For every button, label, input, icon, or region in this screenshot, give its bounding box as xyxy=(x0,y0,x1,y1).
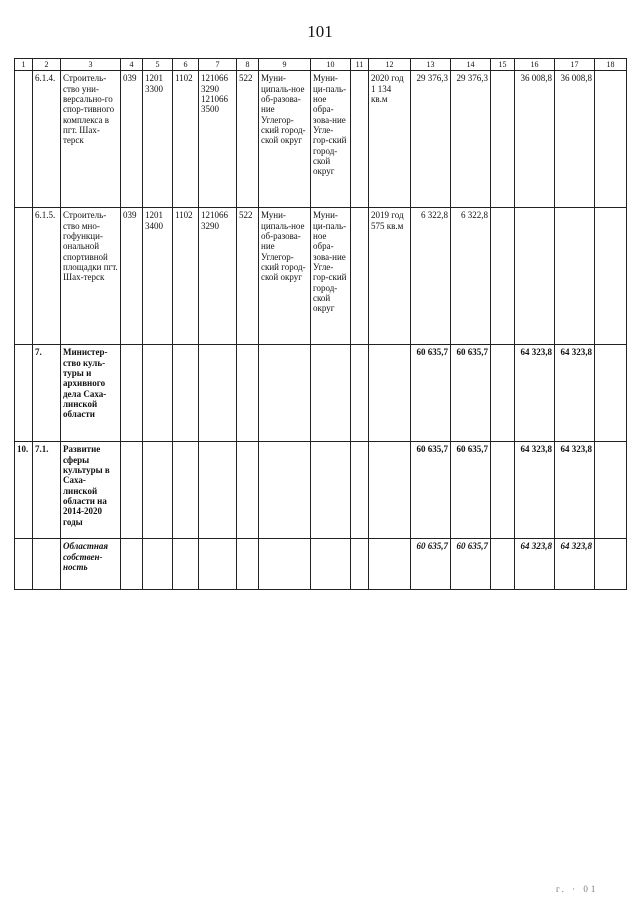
cell-c8: 522 xyxy=(237,208,259,345)
cell-c5 xyxy=(143,345,173,442)
cell-c10 xyxy=(311,442,351,539)
cell-c4 xyxy=(121,442,143,539)
cell-c15 xyxy=(491,442,515,539)
cell-code: 6.1.5. xyxy=(33,208,61,345)
cell-c12 xyxy=(369,345,411,442)
cell-c13: 60 635,7 xyxy=(411,345,451,442)
cell-c5 xyxy=(143,442,173,539)
cell-c11 xyxy=(351,442,369,539)
cell-c7 xyxy=(199,442,237,539)
cell-c13: 60 635,7 xyxy=(411,539,451,590)
column-header: 14 xyxy=(451,59,491,71)
cell-c14: 60 635,7 xyxy=(451,442,491,539)
cell-c6: 1102 xyxy=(173,71,199,208)
cell-c18 xyxy=(595,71,627,208)
column-header: 6 xyxy=(173,59,199,71)
cell-c17: 36 008,8 xyxy=(555,71,595,208)
column-number-header xyxy=(15,59,627,71)
cell-c7: 121066 3290 xyxy=(199,208,237,345)
cell-index xyxy=(15,345,33,442)
cell-c4 xyxy=(121,345,143,442)
cell-c12: 2019 год 575 кв.м xyxy=(369,208,411,345)
page-number: 101 xyxy=(307,22,333,41)
cell-c12 xyxy=(369,539,411,590)
cell-c12 xyxy=(369,442,411,539)
cell-c14: 6 322,8 xyxy=(451,208,491,345)
cell-c15 xyxy=(491,71,515,208)
cell-c13: 29 376,3 xyxy=(411,71,451,208)
budget-table-container xyxy=(14,58,626,590)
cell-c10: Муни-ци-паль-ное обра-зова-ние Угле-гор-ский город-ской округ xyxy=(311,208,351,345)
cell-c13: 6 322,8 xyxy=(411,208,451,345)
column-header: 17 xyxy=(555,59,595,71)
cell-c11 xyxy=(351,345,369,442)
cell-c16: 64 323,8 xyxy=(515,345,555,442)
cell-c8 xyxy=(237,345,259,442)
cell-c10 xyxy=(311,539,351,590)
cell-code: 7.1. xyxy=(33,442,61,539)
cell-c13: 60 635,7 xyxy=(411,442,451,539)
cell-c4: 039 xyxy=(121,71,143,208)
column-header: 3 xyxy=(61,59,121,71)
footer-scan-mark: г. · 01 xyxy=(556,884,599,894)
cell-c16: 64 323,8 xyxy=(515,539,555,590)
cell-c6 xyxy=(173,442,199,539)
cell-c11 xyxy=(351,539,369,590)
budget-table xyxy=(14,58,627,590)
cell-c7 xyxy=(199,539,237,590)
table-row xyxy=(15,208,627,345)
cell-c17: 64 323,8 xyxy=(555,442,595,539)
cell-c11 xyxy=(351,208,369,345)
cell-c16: 64 323,8 xyxy=(515,442,555,539)
cell-c9 xyxy=(259,345,311,442)
cell-index xyxy=(15,208,33,345)
table-row xyxy=(15,442,627,539)
cell-c14: 60 635,7 xyxy=(451,345,491,442)
cell-c16: 36 008,8 xyxy=(515,71,555,208)
cell-c18 xyxy=(595,442,627,539)
cell-c10 xyxy=(311,345,351,442)
cell-c17: 64 323,8 xyxy=(555,539,595,590)
cell-c18 xyxy=(595,345,627,442)
cell-index xyxy=(15,71,33,208)
cell-c15 xyxy=(491,345,515,442)
cell-c10: Муни-ци-паль-ное обра-зова-ние Угле-гор-ский город-ской округ xyxy=(311,71,351,208)
column-header: 13 xyxy=(411,59,451,71)
cell-name: Областная собствен-ность xyxy=(61,539,121,590)
cell-c7 xyxy=(199,345,237,442)
cell-c15 xyxy=(491,208,515,345)
cell-c16 xyxy=(515,208,555,345)
cell-c18 xyxy=(595,539,627,590)
cell-c17 xyxy=(555,208,595,345)
column-header: 4 xyxy=(121,59,143,71)
cell-c7: 121066 3290 121066 3500 xyxy=(199,71,237,208)
cell-c8: 522 xyxy=(237,71,259,208)
cell-code xyxy=(33,539,61,590)
column-header: 15 xyxy=(491,59,515,71)
cell-c5: 1201 3300 xyxy=(143,71,173,208)
cell-c9 xyxy=(259,539,311,590)
column-header: 7 xyxy=(199,59,237,71)
cell-c4 xyxy=(121,539,143,590)
table-row xyxy=(15,71,627,208)
cell-name: Строитель-ство уни-версально-го спор-тивного комплекса в пгт. Шах-терск xyxy=(61,71,121,208)
cell-c6: 1102 xyxy=(173,208,199,345)
cell-c4: 039 xyxy=(121,208,143,345)
cell-c14: 60 635,7 xyxy=(451,539,491,590)
cell-c15 xyxy=(491,539,515,590)
cell-c5: 1201 3400 xyxy=(143,208,173,345)
cell-c9: Муни-ципаль-ное об-разова-ние Углегор-ский город-ской округ xyxy=(259,71,311,208)
cell-c8 xyxy=(237,442,259,539)
cell-c5 xyxy=(143,539,173,590)
column-header: 12 xyxy=(369,59,411,71)
cell-c11 xyxy=(351,71,369,208)
cell-c9: Муни-ципаль-ное об-разова-ние Углегор-ский город-ской округ xyxy=(259,208,311,345)
cell-code: 6.1.4. xyxy=(33,71,61,208)
cell-code: 7. xyxy=(33,345,61,442)
cell-c8 xyxy=(237,539,259,590)
column-header: 18 xyxy=(595,59,627,71)
column-header: 5 xyxy=(143,59,173,71)
table-row xyxy=(15,345,627,442)
cell-c17: 64 323,8 xyxy=(555,345,595,442)
column-header: 1 xyxy=(15,59,33,71)
column-header: 2 xyxy=(33,59,61,71)
cell-c18 xyxy=(595,208,627,345)
cell-name: Строитель-ство мно-гофункци-ональной спортивной площадки пгт. Шах-терск xyxy=(61,208,121,345)
table-row xyxy=(15,539,627,590)
cell-index xyxy=(15,539,33,590)
column-header: 9 xyxy=(259,59,311,71)
cell-c6 xyxy=(173,345,199,442)
column-header: 16 xyxy=(515,59,555,71)
column-header: 8 xyxy=(237,59,259,71)
column-header: 10 xyxy=(311,59,351,71)
cell-name: Развитие сферы культуры в Саха-линской области на 2014-2020 годы xyxy=(61,442,121,539)
cell-index: 10. xyxy=(15,442,33,539)
cell-c12: 2020 год 1 134 кв.м xyxy=(369,71,411,208)
cell-c9 xyxy=(259,442,311,539)
cell-c14: 29 376,3 xyxy=(451,71,491,208)
cell-name: Министер-ство куль-туры и архивного дела Саха-линской области xyxy=(61,345,121,442)
cell-c6 xyxy=(173,539,199,590)
column-header: 11 xyxy=(351,59,369,71)
